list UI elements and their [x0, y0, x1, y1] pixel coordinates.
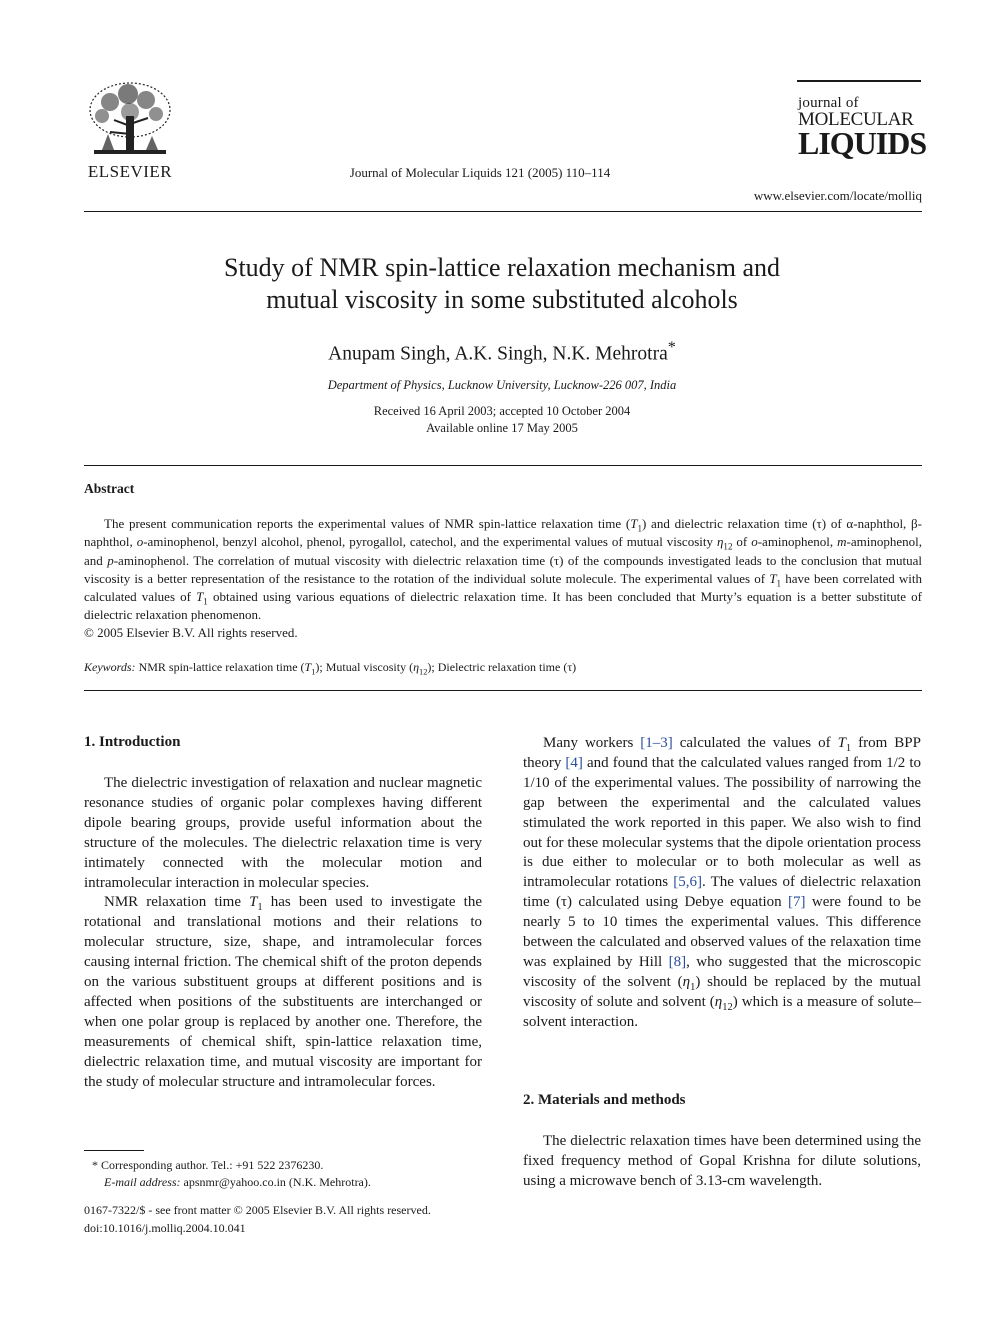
email-label: E-mail address:: [104, 1175, 181, 1189]
intro-paragraph-1: The dielectric investigation of relaxation and nuclear magnetic resonance studies of organic polar complexes having different dipole bearing groups, provide useful information about the structure of the molecules. The dielectric relaxation time is very intimately connected with the molecular motion and intramolecular interaction in molecular species.: [84, 775, 482, 891]
journal-url-link[interactable]: www.elsevier.com/locate/molliq: [753, 188, 922, 203]
publisher-name: ELSEVIER: [87, 162, 173, 181]
methods-paragraph-1: The dielectric relaxation times have been determined using the fixed frequency method of Gopal Krishna for dilute solutions, using a microwave bench of 3.13-cm wavelength.: [523, 1133, 921, 1189]
doi-link[interactable]: doi:10.1016/j.molliq.2004.10.041: [84, 1221, 246, 1235]
authors-text: Anupam Singh, A.K. Singh, N.K. Mehrotra: [328, 343, 668, 365]
abstract-heading: Abstract: [84, 481, 135, 496]
journal-logo-line1: journal of: [798, 95, 859, 111]
corresponding-author-footnote: * Corresponding author. Tel.: +91 522 2376230.: [92, 1158, 324, 1172]
abstract-copyright: © 2005 Elsevier B.V. All rights reserved.: [84, 625, 298, 640]
front-matter-line: 0167-7322/$ - see front matter © 2005 Elsevier B.V. All rights reserved.: [84, 1203, 431, 1217]
abstract-top-divider: [84, 465, 922, 466]
abstract-body: [84, 515, 922, 625]
intro-paragraph-3: Many workers [1–3] calculated the values of $T_1$ from BPP theory [4] and found that the calculated values ranged from 1/2 to 1/10 of the experimental values. The possibility of narrowing the gap between the experimental and the calculated values stimulated the work reported in this paper. We also wish to find out for these molecular systems that the dipole orientation process is due either to molecular or to both molecular as well as intramolecular rotations [5,6]. The values of dielectric relaxation time (τ) calculated using Debye equation [7] were found to be nearly 5 to 10 times the experimental values. This difference between the calculated and observed values of the relaxation time was explained by Hill [8], who suggested that the microscopic viscosity of the solvent $(\eta_1)$ should be replaced by the mutual viscosity of solute and solvent $(\eta_{12})$ which is a measure of solute–solvent interaction.: [523, 735, 922, 1030]
author-list: [100, 338, 904, 366]
intro-paragraph-2: NMR relaxation time $T_1$ has been used to investigate the rotational and translational motions and their relations to molecular structure, size, shape, and intramolecular forces causing internal friction. The chemical shift of the proton depends on the various substituent groups at different positions and is affected when positions of the substituents are interchanged or when one polar group is replaced by another one. Therefore, the measurements of chemical shift, spin-lattice relaxation time, dielectric relaxation time, and mutual viscosity are important for the study of molecular structure and intramolecular forces.: [84, 894, 482, 1090]
left-column: [84, 774, 482, 1093]
journal-logo-line2: MOLECULAR: [798, 109, 914, 130]
email-address-link[interactable]: apsnmr@yahoo.co.in (N.K. Mehrotra).: [180, 1175, 371, 1189]
citation-link[interactable]: [7]: [788, 894, 806, 911]
header-divider: [84, 211, 922, 212]
section-heading-methods: 2. Materials and methods: [523, 1092, 686, 1108]
title-line-2: mutual viscosity in some substituted alcohols: [266, 285, 738, 314]
section-heading-introduction: 1. Introduction: [84, 734, 181, 750]
email-footnote: [104, 1175, 371, 1190]
footnote-divider: [84, 1150, 144, 1151]
available-online-date: Available online 17 May 2005: [426, 421, 578, 435]
journal-logo-rule: [797, 80, 921, 82]
citation-link[interactable]: [4]: [565, 754, 583, 771]
keywords: Keywords: NMR spin-lattice relaxation time $(T_1)$; Mutual viscosity $(\eta_{12})$; Dielectric relaxation time (τ): [84, 660, 577, 677]
article-title: [100, 252, 904, 316]
corresponding-author-mark[interactable]: *: [667, 338, 676, 356]
received-dates: Received 16 April 2003; accepted 10 October 2004: [373, 404, 631, 418]
right-column: [523, 734, 921, 1033]
abstract-paragraph: The present communication reports the experimental values of NMR spin-lattice relaxation time $(T_1)$ and dielectric relaxation time (τ) of α-naphthol, β-naphthol, o-aminophenol, benzyl alcohol, phenol, pyrogallol, catechol, and the experimental values of mutual viscosity $\eta_{12}$ of o-aminophenol, m-aminophenol, and p-aminophenol. The correlation of mutual viscosity with dielectric relaxation time (τ) of the compounds investigated leads to the conclusion that mutual viscosity is a better representation of the resistance to the rotation of the individual solute molecule. The experimental values of $T_1$ have been correlated with calculated values of $T_1$ obtained using various equations of dielectric relaxation time. It has been concluded that Murty’s equation is a better substitute of dielectric relaxation phenomenon.: [84, 516, 923, 623]
affiliation: Department of Physics, Lucknow University, Lucknow-226 007, India: [327, 378, 677, 392]
abstract-bottom-divider: [84, 690, 922, 691]
methods-column: [523, 1132, 921, 1192]
journal-logo-line3: LIQUIDS: [798, 125, 927, 161]
citation-link[interactable]: [5,6]: [673, 874, 702, 891]
title-line-1: Study of NMR spin-lattice relaxation mechanism and: [224, 253, 780, 282]
journal-logo: [798, 95, 927, 161]
citation-link[interactable]: [8]: [668, 953, 687, 970]
citation-link[interactable]: [1–3]: [640, 735, 673, 751]
keywords-label: Keywords:: [84, 660, 136, 674]
journal-citation: Journal of Molecular Liquids 121 (2005) 110–114: [349, 165, 611, 180]
